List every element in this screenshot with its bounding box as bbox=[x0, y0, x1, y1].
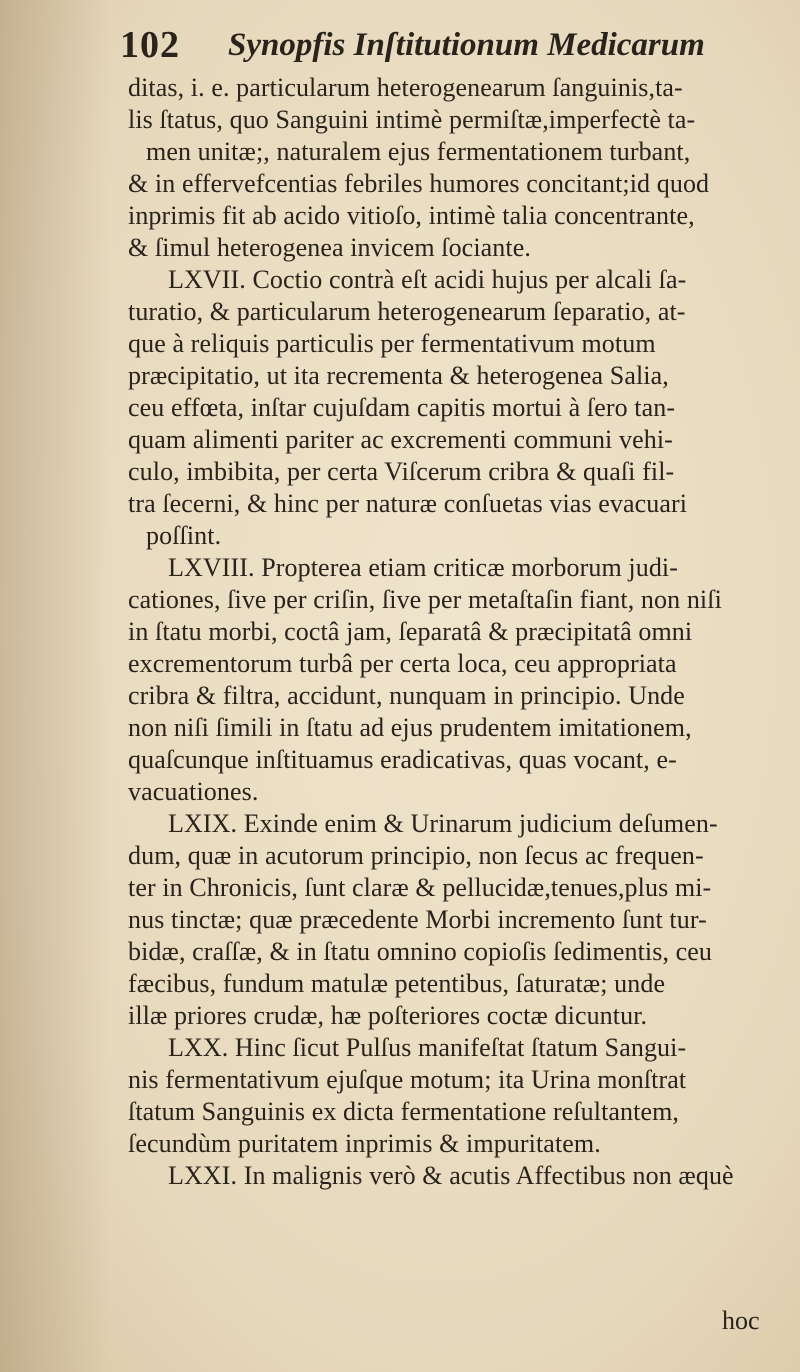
body-text bbox=[128, 72, 790, 1192]
text-line: que à reliquis particulis per fermentativum motum bbox=[128, 329, 656, 358]
paragraph-start-67: LXVII. Coctio contrà eſt acidi hujus per alcali ſa- bbox=[168, 265, 687, 294]
text-line: ditas, i. e. particularum heterogenearum ſanguinis,ta- bbox=[128, 73, 683, 102]
paragraph-start-69: LXIX. Exinde enim & Urinarum judicium deſumen- bbox=[168, 809, 718, 838]
text-line: inprimis fit ab acido vitioſo, intimè talia concentrante, bbox=[128, 201, 695, 230]
text-line: poſſint. bbox=[146, 521, 222, 550]
text-line: dum, quæ in acutorum principio, non ſecus ac frequen- bbox=[128, 841, 704, 870]
text-line: ſtatum Sanguinis ex dicta fermentatione reſultantem, bbox=[128, 1097, 680, 1126]
text-line: vacuationes. bbox=[128, 777, 259, 806]
page-number: 102 bbox=[120, 24, 180, 66]
catchword: hoc bbox=[722, 1306, 760, 1335]
text-line: & in effervefcentias febriles humores concitant;id quod bbox=[128, 169, 710, 198]
paragraph-start-68: LXVIII. Propterea etiam criticæ morborum judi- bbox=[168, 553, 678, 582]
paragraph-start-71: LXXI. In malignis verò & acutis Affectibus non æquè bbox=[168, 1161, 734, 1190]
text-line: quaſcunque inſtituamus eradicativas, quas vocant, e- bbox=[128, 745, 677, 774]
running-head: Synopfis Inſtitutionum Medicarum bbox=[228, 27, 705, 63]
text-line: ceu effœta, inſtar cujuſdam capitis mortui à ſero tan- bbox=[128, 393, 676, 422]
text-line: excrementorum turbâ per certa loca, ceu appropriata bbox=[128, 649, 677, 678]
text-line: in ſtatu morbi, coctâ jam, ſeparatâ & præcipitatâ omni bbox=[128, 617, 693, 646]
text-line: lis ſtatus, quo Sanguini intimè permiſtæ,imperfectè ta- bbox=[128, 105, 696, 134]
text-line: non niſi ſimili in ſtatu ad ejus prudentem imitationem, bbox=[128, 713, 692, 742]
text-line: nis fermentativum ejuſque motum; ita Urina monſtrat bbox=[128, 1065, 687, 1094]
text-line: illæ priores crudæ, hæ poſteriores coctæ dicuntur. bbox=[128, 1001, 648, 1030]
paragraph-start-70: LXX. Hinc ſicut Pulſus manifeſtat ſtatum Sangui- bbox=[168, 1033, 687, 1062]
text-line: tra ſecerni, & hinc per naturæ conſuetas vias evacuari bbox=[128, 489, 688, 518]
text-line: quam alimenti pariter ac excrementi communi vehi- bbox=[128, 425, 673, 454]
text-line: culo, imbibita, per certa Viſcerum cribra & quaſi fil- bbox=[128, 457, 675, 486]
text-line: fæcibus, fundum matulæ petentibus, ſaturatæ; unde bbox=[128, 969, 666, 998]
text-line: ſecundùm puritatem inprimis & impuritatem. bbox=[128, 1129, 601, 1158]
text-line: præcipitatio, ut ita recrementa & heterogenea Salia, bbox=[128, 361, 669, 390]
page-gutter-shadow bbox=[0, 0, 110, 1372]
text-line: turatio, & particularum heterogenearum ſeparatio, at- bbox=[128, 297, 686, 326]
text-line: bidæ, craſſæ, & in ſtatu omnino copioſis ſedimentis, ceu bbox=[128, 937, 713, 966]
text-line: men unitæ;, naturalem ejus fermentationem turbant, bbox=[146, 137, 691, 166]
text-line: cribra & filtra, accidunt, nunquam in principio. Unde bbox=[128, 681, 685, 710]
text-line: ter in Chronicis, ſunt claræ & pellucidæ,tenues,plus mi- bbox=[128, 873, 712, 902]
text-line: cationes, ſive per criſin, ſive per metaſtaſin fiant, non niſi bbox=[128, 585, 722, 614]
text-line: & ſimul heterogenea invicem ſociante. bbox=[128, 233, 531, 262]
text-line: nus tinctæ; quæ præcedente Morbi incremento ſunt tur- bbox=[128, 905, 707, 934]
page-header bbox=[120, 20, 780, 70]
